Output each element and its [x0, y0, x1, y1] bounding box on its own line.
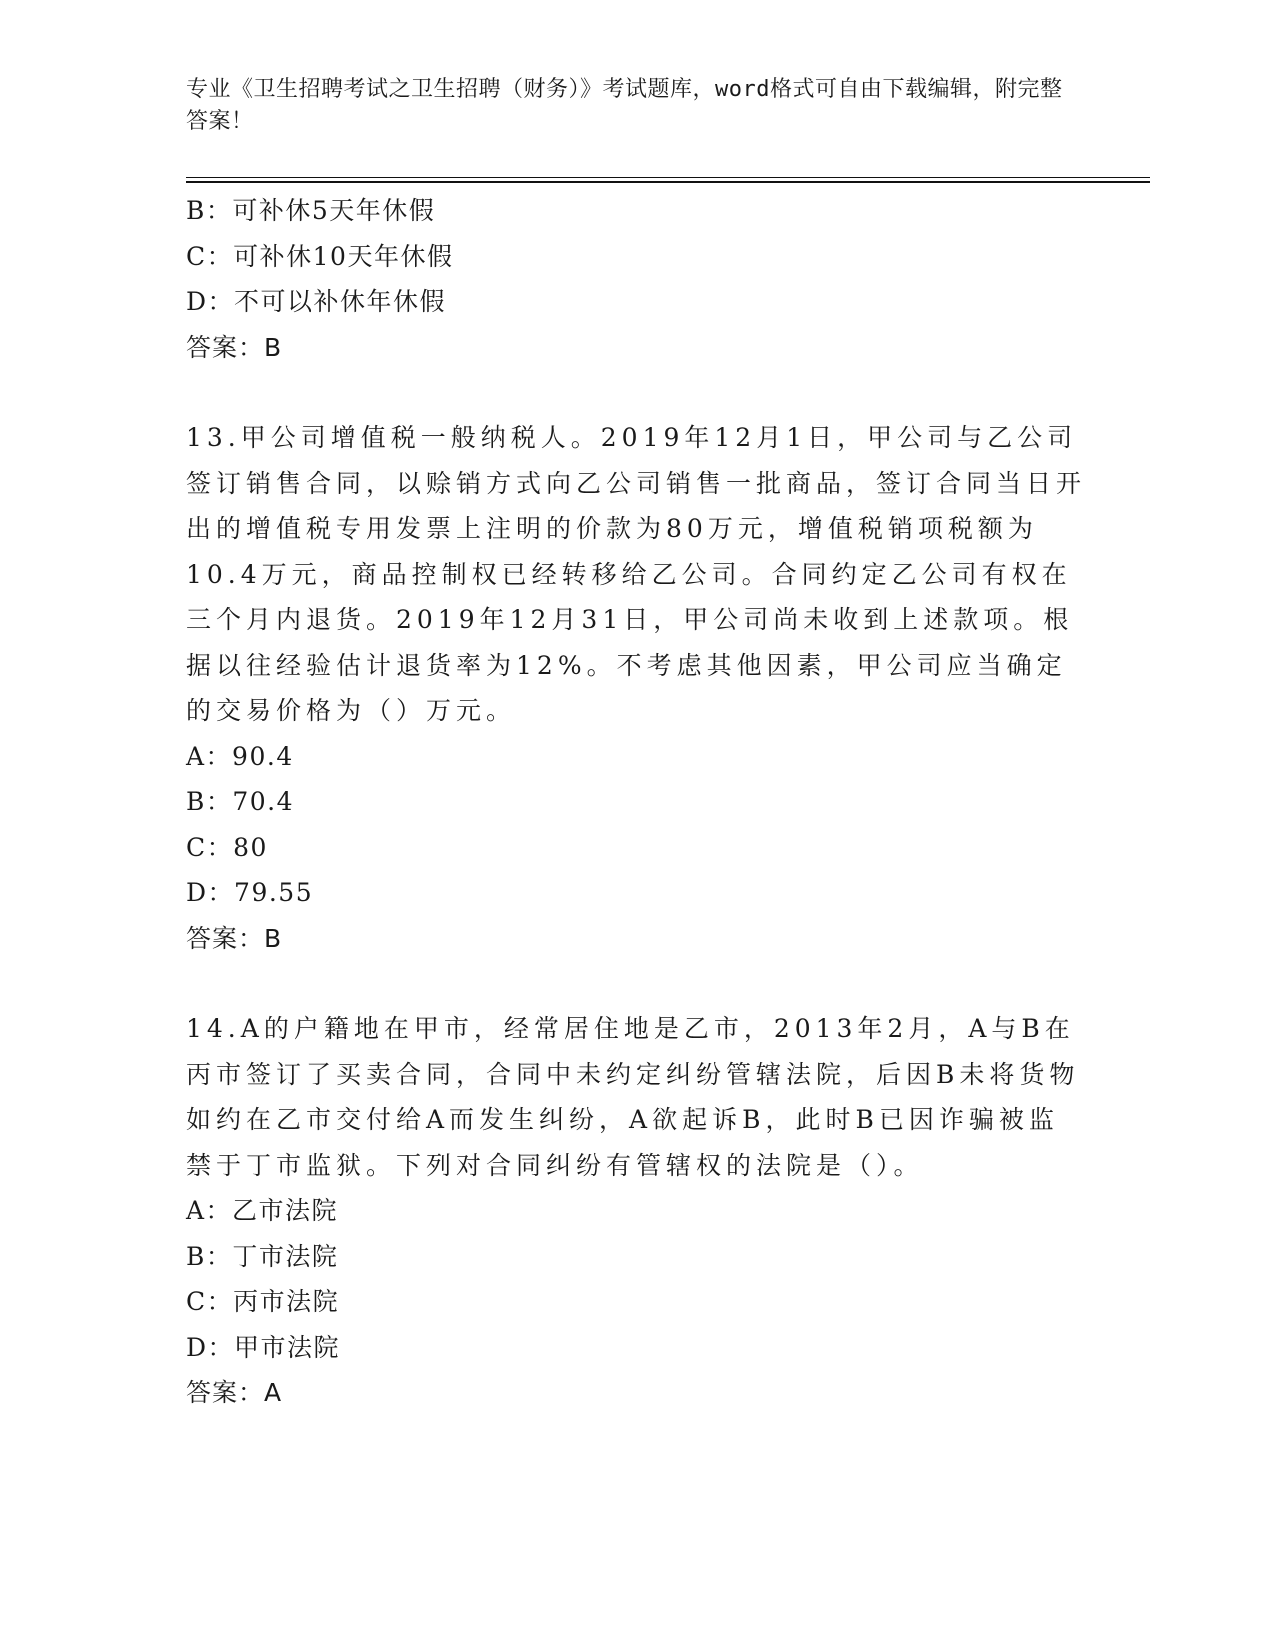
header-divider-thick — [186, 181, 1150, 183]
option-a: A：乙市法院 — [186, 1196, 339, 1225]
answer-line: 答案：B — [186, 923, 283, 953]
question-stem: 13.甲公司增值税一般纳税人。2019年12月1日，甲公司与乙公司签订销售合同，以赊销方式向乙公司销售一批商品，签订合同当日开出的增值税专用发票上注明的价款为80万元，增值税销项税额为10.4万元，商品控制权已经转移给乙公司。合同约定乙公司有权在三个月内退货。2019年12月31日，甲公司尚未收到上述款项。根据以往经验估计退货率为12%。不考虑其他因素，甲公司应当确定的交易价格为（）万元。 — [186, 423, 1087, 725]
question-14 — [186, 1006, 1086, 1416]
option-c: C：丙市法院 — [186, 1287, 340, 1316]
option-b: B：丁市法院 — [186, 1241, 339, 1271]
header-title: 专业《卫生招聘考试之卫生招聘（财务）》考试题库，word格式可自由下载编辑，附完整答案！ — [186, 77, 1063, 134]
option-d: D：甲市法院 — [186, 1332, 341, 1362]
question-stem: 14.A的户籍地在甲市，经常居住地是乙市，2013年2月，A与B在丙市签订了买卖合同，合同中未约定纠纷管辖法院，后因B未将货物如约在乙市交付给A而发生纠纷，A欲起诉B，此时B已因诈骗被监禁于丁市监狱。下列对合同纠纷有管辖权的法院是（）。 — [186, 1014, 1080, 1180]
previous-question-tail — [186, 188, 1086, 370]
answer-line: 答案：A — [186, 1378, 283, 1407]
option-c: C：80 — [186, 832, 268, 862]
option-b: B：70.4 — [186, 787, 295, 816]
header-divider-thin — [186, 177, 1150, 178]
option-d: D：79.55 — [186, 878, 314, 907]
answer-line: 答案：B — [186, 332, 283, 362]
option-c: C：可补休10天年休假 — [186, 241, 454, 271]
document-header — [186, 74, 1066, 138]
option-a: A：90.4 — [186, 741, 294, 771]
option-b: B：可补休5天年休假 — [186, 196, 436, 225]
question-13 — [186, 415, 1086, 961]
document-body — [186, 188, 1086, 1416]
option-d: D：不可以补休年休假 — [186, 287, 447, 316]
